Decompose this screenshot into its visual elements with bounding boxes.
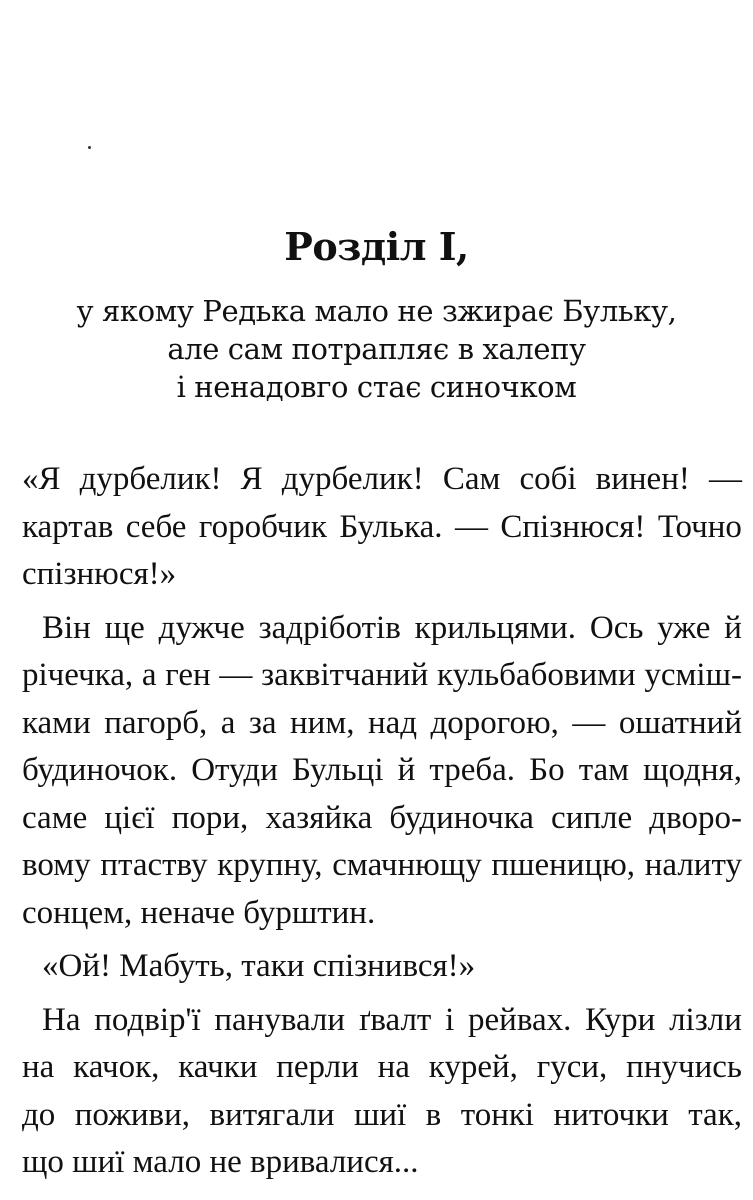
text-line: будиночок. Отуди Бульці й треба. Бо там щодня, <box>22 752 742 788</box>
chapter-subtitle <box>0 292 753 406</box>
print-speck <box>88 146 91 149</box>
text-line: картав себе горобчик Булька. — Спізнюся! Точно <box>22 508 742 545</box>
text-line: сонцем, неначе бурштин. <box>22 894 376 931</box>
text-line: «Я дурбелик! Я дурбелик! Сам собі винен! — <box>22 461 742 497</box>
text-line: саме цієї пори, хазяйка будиночка сипле дворо- <box>22 799 742 836</box>
text-line: Він ще дужче задріботів крильцями. Ось уже й <box>42 609 742 646</box>
body-text <box>22 456 742 1187</box>
text-line: до поживи, витягали шиї в тонкі ниточки так, <box>22 1096 742 1133</box>
subtitle-line: але сам потрапляє в халепу <box>167 332 586 366</box>
text-line: що шиї мало не вривалися... <box>22 1144 419 1180</box>
subtitle-line: і ненадовго стає синочком <box>176 370 577 404</box>
text-line: ками пагорб, а за ним, над дорогою, — ошатний <box>22 704 742 741</box>
chapter-title: Розділ І, <box>284 224 469 269</box>
text-line: на качок, качки перли на курей, гуси, пнучись <box>22 1049 742 1085</box>
text-line: річечка, а ген — заквітчаний кульбабовими усміш- <box>22 657 742 693</box>
subtitle-line: у якому Редька мало не зжирає Бульку, <box>76 294 677 328</box>
text-line: «Ой! Мабуть, таки спізнився!» <box>42 948 476 984</box>
text-line: спізнюся!» <box>22 556 177 592</box>
text-line: На подвір'ї панували ґвалт і рейвах. Кури лізли <box>42 1001 742 1038</box>
text-line: вому птаству крупну, смачнющу пшеницю, налиту <box>22 847 742 883</box>
